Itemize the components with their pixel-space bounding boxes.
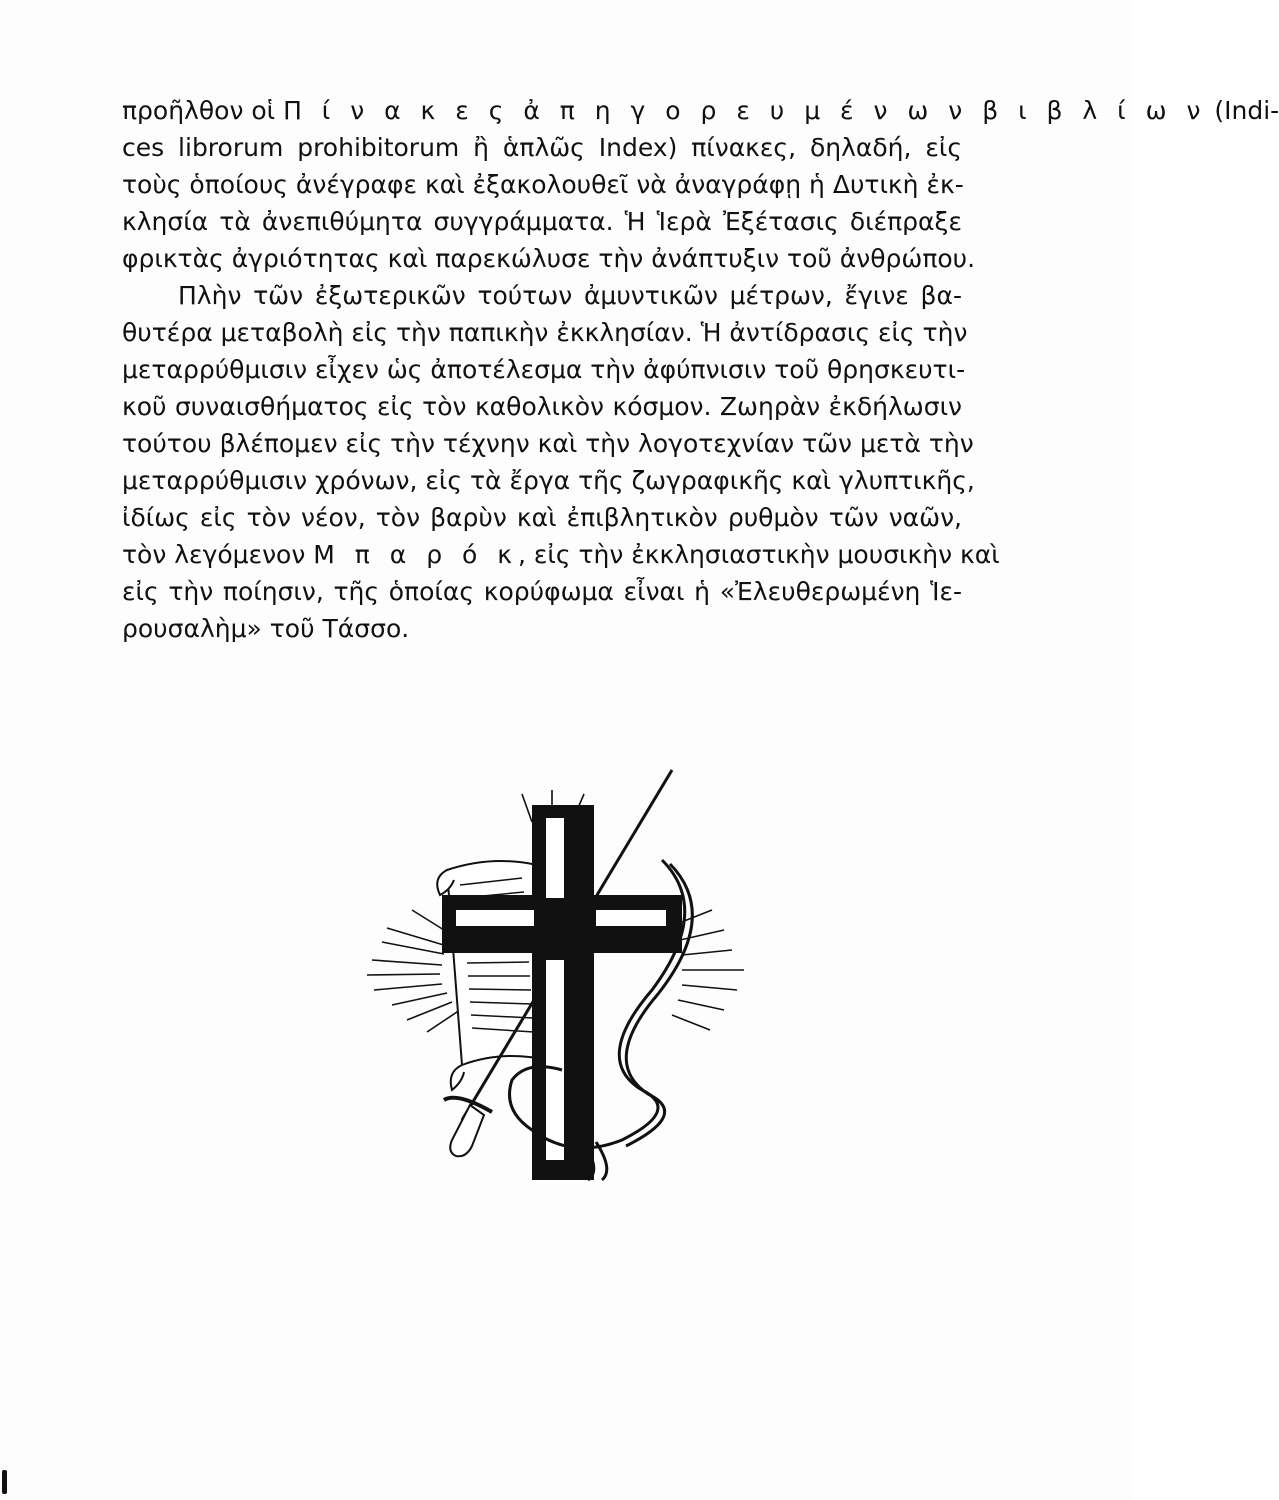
text-line: Πλὴν τῶν ἐξωτερικῶν τούτων ἀμυντικῶν μέτρων, ἔγινε βα- <box>178 281 962 310</box>
text-line: φρικτὰς ἀγριότητας καὶ παρεκώλυσε τὴν ἀνάπτυξιν τοῦ ἀνθρώπου. <box>122 244 976 273</box>
body-text <box>122 92 1279 647</box>
text-line: ρουσαλὴμ» τοῦ Τάσσο. <box>122 614 410 643</box>
text-line: μεταρρύθμισιν εἶχεν ὡς ἀποτέλεσμα τὴν ἀφύπνισιν τοῦ θρησκευτι- <box>122 355 966 384</box>
text-line: εἰς τὴν ποίησιν, τῆς ὁποίας κορύφωμα εἶναι ἡ «Ἐλευθερωμένη Ἱε- <box>122 577 962 606</box>
text-line: κλησία τὰ ἀνεπιθύμητα συγγράμματα. Ἡ Ἱερὰ Ἐξέτασις διέπραξε <box>122 207 962 236</box>
text-line: ἰδίως εἰς τὸν νέον, τὸν βαρὺν καὶ ἐπιβλητικὸν ρυθμὸν τῶν ναῶν, <box>122 503 962 532</box>
text-line: θυτέρα μεταβολὴ εἰς τὴν παπικὴν ἐκκλησίαν. Ἡ ἀντίδρασις εἰς τὴν <box>122 318 968 347</box>
text-line: τὸν λεγόμενον Μ π α ρ ό κ, εἰς τὴν ἐκκλησιαστικὴν μουσικὴν καὶ <box>122 540 1000 569</box>
text-line: προῆλθον οἱ Π ί ν α κ ε ς ἀ π η γ ο ρ ε υ μ έ ν ω ν β ι β λ ί ω ν (Indi- <box>122 96 1279 125</box>
text-line: ces librorum prohibitorum ἢ ἁπλῶς Index) πίνακες, δηλαδή, εἰς <box>122 133 962 162</box>
text-line: τοὺς ὁποίους ἀνέγραφε καὶ ἐξακολουθεῖ νὰ ἀναγράφῃ ἡ Δυτικὴ ἐκ- <box>122 170 964 199</box>
text-line: τούτου βλέπομεν εἰς τὴν τέχνην καὶ τὴν λογοτεχνίαν τῶν μετὰ τὴν <box>122 429 974 458</box>
text-line: μεταρρύθμισιν χρόνων, εἰς τὰ ἔργα τῆς ζωγραφικῆς καὶ γλυπτικῆς, <box>122 466 975 495</box>
text-line: κοῦ συναισθήματος εἰς τὸν καθολικὸν κόσμον. Ζωηρὰν ἐκδήλωσιν <box>122 392 962 421</box>
page-edge-mark <box>2 1470 7 1494</box>
cross-with-scroll-sword-rope-icon <box>352 760 752 1180</box>
